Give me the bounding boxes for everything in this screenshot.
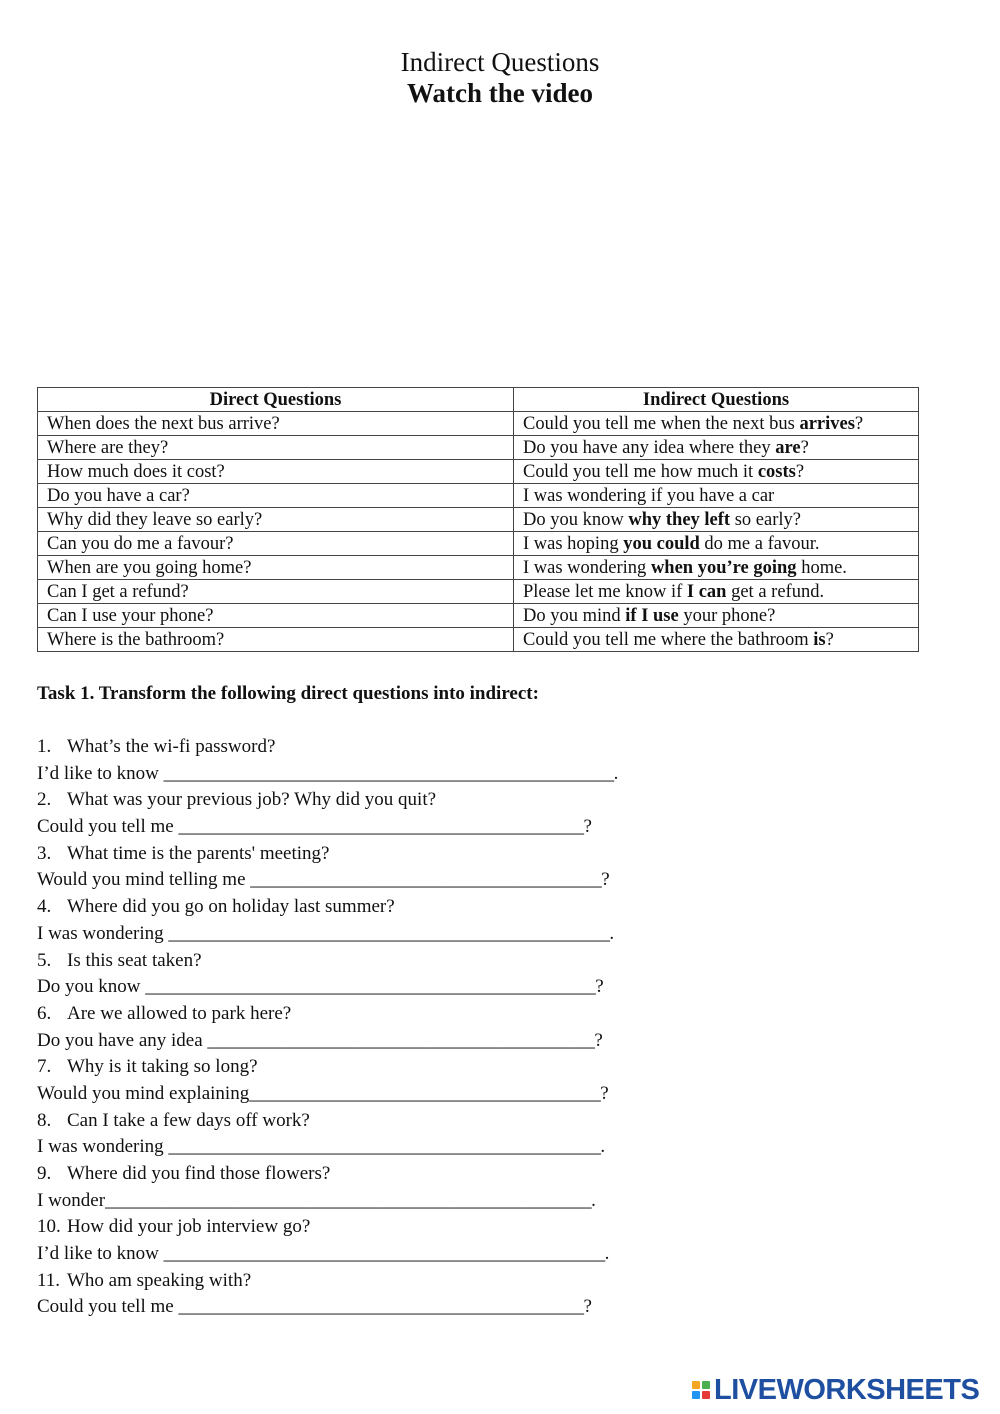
indirect-question: Please let me know if I can get a refund. — [514, 580, 919, 604]
exercise-answer-line: Would you mind telling me _______________________________________? — [37, 869, 610, 891]
exercise-answer-line: Could you tell me _____________________________________________? — [37, 1296, 592, 1318]
direct-question: Why did they leave so early? — [38, 508, 514, 532]
answer-blank[interactable]: ________________________________________________ — [168, 1136, 601, 1158]
exercise-answer-line: Do you know __________________________________________________? — [37, 976, 604, 998]
table-row — [38, 412, 919, 436]
liveworksheets-logo[interactable] — [692, 1374, 979, 1406]
exercise-answer-line: I was wondering _________________________________________________. — [37, 922, 615, 944]
liveworksheets-logo-icon — [692, 1381, 710, 1399]
table-row — [38, 556, 919, 580]
exercise-question: 2. What was your previous job? Why did you quit? — [37, 789, 437, 811]
answer-blank[interactable]: __________________________________________________ — [163, 762, 614, 784]
answer-blank[interactable]: _____________________________________________ — [178, 816, 584, 838]
questions-table — [37, 387, 919, 652]
direct-question: When does the next bus arrive? — [38, 412, 514, 436]
indirect-question: Do you know why they left so early? — [514, 508, 919, 532]
table-row — [38, 604, 919, 628]
page-subtitle: Watch the video — [407, 78, 593, 108]
answer-blank[interactable]: _____________________________________________ — [178, 1296, 584, 1318]
logo-text: LIVEWORKSHEETS — [714, 1373, 980, 1406]
exercise-question: 9. Where did you find those flowers? — [37, 1163, 331, 1184]
exercise-question: 8. Can I take a few days off work? — [37, 1109, 310, 1131]
table-row — [38, 532, 919, 556]
table-row — [38, 580, 919, 604]
exercise-answer-line: I’d like to know __________________________________________________. — [37, 762, 619, 784]
exercise-question: 11. Who am speaking with? — [37, 1269, 252, 1291]
direct-question: Where are they? — [38, 436, 514, 460]
exercise-answer-line: Could you tell me _____________________________________________? — [37, 816, 592, 838]
indirect-question: Do you have any idea where they are? — [514, 436, 919, 460]
exercise-question: 3. What time is the parents' meeting? — [37, 842, 330, 864]
table-row — [38, 508, 919, 532]
table-row — [38, 460, 919, 484]
exercise-answer-line: I’d like to know _________________________________________________. — [37, 1243, 610, 1265]
answer-blank[interactable]: ___________________________________________ — [207, 1029, 595, 1051]
answer-blank[interactable]: _______________________________________ — [249, 1082, 601, 1104]
exercise-question: 10. How did your job interview go? — [37, 1216, 311, 1238]
direct-question: When are you going home? — [38, 556, 514, 580]
indirect-question: I was wondering if you have a car — [514, 484, 919, 508]
exercise-question: 1. What’s the wi-fi password? — [37, 736, 276, 757]
direct-question: Where is the bathroom? — [38, 628, 514, 652]
answer-blank[interactable]: __________________________________________________ — [145, 976, 596, 998]
exercise-answer-line: I was wondering ________________________________________________. — [37, 1136, 606, 1158]
answer-blank[interactable]: ______________________________________________________ — [105, 1189, 592, 1211]
table-row — [38, 628, 919, 652]
direct-question: Can I get a refund? — [38, 580, 514, 604]
direct-question: Can I use your phone? — [38, 604, 514, 628]
table-header-row — [38, 388, 919, 412]
indirect-question: Do you mind if I use your phone? — [514, 604, 919, 628]
indirect-question: I was hoping you could do me a favour. — [514, 532, 919, 556]
exercise-answer-line: I wonder______________________________________________________. — [37, 1189, 596, 1211]
direct-question: Can you do me a favour? — [38, 532, 514, 556]
indirect-question: I was wondering when you’re going home. — [514, 556, 919, 580]
exercise-list — [37, 734, 618, 1321]
exercise-answer-line: Do you have any idea ___________________________________________? — [37, 1029, 603, 1051]
indirect-question: Could you tell me when the next bus arrives? — [514, 412, 919, 436]
task-title: Task 1. Transform the following direct questions into indirect: — [37, 683, 539, 704]
answer-blank[interactable]: _________________________________________________ — [163, 1243, 605, 1265]
exercise-question: 5. Is this seat taken? — [37, 949, 202, 971]
direct-question: Do you have a car? — [38, 484, 514, 508]
page-title: Indirect Questions — [400, 47, 600, 77]
table-row — [38, 436, 919, 460]
answer-blank[interactable]: _______________________________________ — [250, 869, 602, 891]
column-header-direct: Direct Questions — [38, 388, 514, 412]
exercise-question: 4. Where did you go on holiday last summer? — [37, 896, 395, 918]
answer-blank[interactable]: _________________________________________________ — [168, 922, 610, 944]
exercise-question: 6. Are we allowed to park here? — [37, 1002, 292, 1024]
direct-question: How much does it cost? — [38, 460, 514, 484]
exercise-answer-line: Would you mind explaining_______________________________________? — [37, 1082, 609, 1104]
indirect-question: Could you tell me how much it costs? — [514, 460, 919, 484]
table-row — [38, 484, 919, 508]
indirect-question: Could you tell me where the bathroom is? — [514, 628, 919, 652]
exercise-question: 7. Why is it taking so long? — [37, 1056, 258, 1078]
column-header-indirect: Indirect Questions — [514, 388, 919, 412]
